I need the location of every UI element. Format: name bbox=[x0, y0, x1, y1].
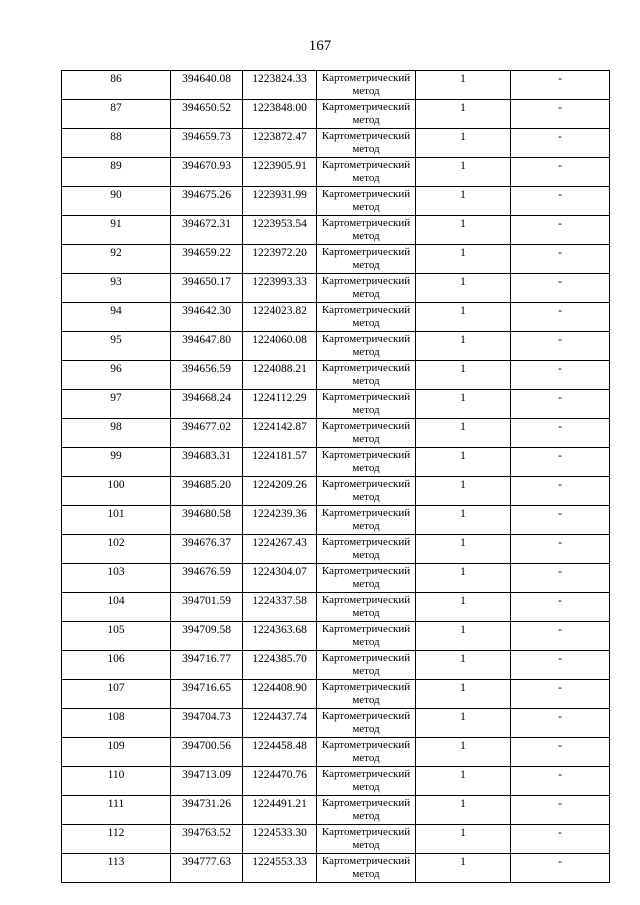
table-row bbox=[62, 738, 610, 767]
point-number-cell: 103 bbox=[62, 564, 171, 593]
point-number-cell: 90 bbox=[62, 187, 171, 216]
method-cell: Картометрический метод bbox=[317, 158, 416, 187]
y-coordinate-cell: 1224458.48 bbox=[243, 738, 317, 767]
method-cell: Картометрический метод bbox=[317, 564, 416, 593]
method-cell: Картометрический метод bbox=[317, 796, 416, 825]
x-coordinate-cell: 394647.80 bbox=[171, 332, 243, 361]
precision-cell: 1 bbox=[416, 738, 511, 767]
point-number-cell: 102 bbox=[62, 535, 171, 564]
note-cell: - bbox=[511, 100, 610, 129]
coordinates-table-body bbox=[62, 71, 610, 883]
y-coordinate-cell: 1223872.47 bbox=[243, 129, 317, 158]
point-number-cell: 97 bbox=[62, 390, 171, 419]
note-cell: - bbox=[511, 564, 610, 593]
method-cell: Картометрический метод bbox=[317, 361, 416, 390]
table-row bbox=[62, 854, 610, 883]
y-coordinate-cell: 1224553.33 bbox=[243, 854, 317, 883]
precision-cell: 1 bbox=[416, 245, 511, 274]
table-row bbox=[62, 216, 610, 245]
x-coordinate-cell: 394676.59 bbox=[171, 564, 243, 593]
table-row bbox=[62, 361, 610, 390]
x-coordinate-cell: 394709.58 bbox=[171, 622, 243, 651]
y-coordinate-cell: 1223931.99 bbox=[243, 187, 317, 216]
y-coordinate-cell: 1224437.74 bbox=[243, 709, 317, 738]
note-cell: - bbox=[511, 506, 610, 535]
table-row bbox=[62, 506, 610, 535]
point-number-cell: 104 bbox=[62, 593, 171, 622]
note-cell: - bbox=[511, 796, 610, 825]
point-number-cell: 95 bbox=[62, 332, 171, 361]
note-cell: - bbox=[511, 680, 610, 709]
y-coordinate-cell: 1224023.82 bbox=[243, 303, 317, 332]
x-coordinate-cell: 394675.26 bbox=[171, 187, 243, 216]
note-cell: - bbox=[511, 535, 610, 564]
x-coordinate-cell: 394650.17 bbox=[171, 274, 243, 303]
y-coordinate-cell: 1224142.87 bbox=[243, 419, 317, 448]
y-coordinate-cell: 1224181.57 bbox=[243, 448, 317, 477]
x-coordinate-cell: 394650.52 bbox=[171, 100, 243, 129]
x-coordinate-cell: 394777.63 bbox=[171, 854, 243, 883]
y-coordinate-cell: 1224337.58 bbox=[243, 593, 317, 622]
precision-cell: 1 bbox=[416, 303, 511, 332]
precision-cell: 1 bbox=[416, 390, 511, 419]
point-number-cell: 112 bbox=[62, 825, 171, 854]
method-cell: Картометрический метод bbox=[317, 274, 416, 303]
note-cell: - bbox=[511, 622, 610, 651]
precision-cell: 1 bbox=[416, 187, 511, 216]
y-coordinate-cell: 1223824.33 bbox=[243, 71, 317, 100]
table-row bbox=[62, 129, 610, 158]
table-row bbox=[62, 709, 610, 738]
x-coordinate-cell: 394659.73 bbox=[171, 129, 243, 158]
method-cell: Картометрический метод bbox=[317, 187, 416, 216]
y-coordinate-cell: 1224209.26 bbox=[243, 477, 317, 506]
method-cell: Картометрический метод bbox=[317, 593, 416, 622]
table-row bbox=[62, 158, 610, 187]
method-cell: Картометрический метод bbox=[317, 709, 416, 738]
method-cell: Картометрический метод bbox=[317, 71, 416, 100]
precision-cell: 1 bbox=[416, 651, 511, 680]
x-coordinate-cell: 394713.09 bbox=[171, 767, 243, 796]
x-coordinate-cell: 394677.02 bbox=[171, 419, 243, 448]
point-number-cell: 101 bbox=[62, 506, 171, 535]
point-number-cell: 87 bbox=[62, 100, 171, 129]
table-row bbox=[62, 622, 610, 651]
note-cell: - bbox=[511, 71, 610, 100]
note-cell: - bbox=[511, 854, 610, 883]
table-row bbox=[62, 71, 610, 100]
table-row bbox=[62, 187, 610, 216]
y-coordinate-cell: 1223993.33 bbox=[243, 274, 317, 303]
table-row bbox=[62, 651, 610, 680]
y-coordinate-cell: 1224385.70 bbox=[243, 651, 317, 680]
x-coordinate-cell: 394701.59 bbox=[171, 593, 243, 622]
y-coordinate-cell: 1224267.43 bbox=[243, 535, 317, 564]
note-cell: - bbox=[511, 303, 610, 332]
point-number-cell: 96 bbox=[62, 361, 171, 390]
point-number-cell: 113 bbox=[62, 854, 171, 883]
precision-cell: 1 bbox=[416, 506, 511, 535]
note-cell: - bbox=[511, 825, 610, 854]
x-coordinate-cell: 394676.37 bbox=[171, 535, 243, 564]
note-cell: - bbox=[511, 361, 610, 390]
method-cell: Картометрический метод bbox=[317, 535, 416, 564]
table-row bbox=[62, 332, 610, 361]
page-number: 167 bbox=[308, 38, 332, 54]
note-cell: - bbox=[511, 419, 610, 448]
precision-cell: 1 bbox=[416, 100, 511, 129]
note-cell: - bbox=[511, 245, 610, 274]
table-row bbox=[62, 245, 610, 274]
x-coordinate-cell: 394659.22 bbox=[171, 245, 243, 274]
x-coordinate-cell: 394672.31 bbox=[171, 216, 243, 245]
y-coordinate-cell: 1224470.76 bbox=[243, 767, 317, 796]
note-cell: - bbox=[511, 738, 610, 767]
precision-cell: 1 bbox=[416, 71, 511, 100]
x-coordinate-cell: 394763.52 bbox=[171, 825, 243, 854]
table-row bbox=[62, 419, 610, 448]
x-coordinate-cell: 394668.24 bbox=[171, 390, 243, 419]
method-cell: Картометрический метод bbox=[317, 506, 416, 535]
y-coordinate-cell: 1224088.21 bbox=[243, 361, 317, 390]
y-coordinate-cell: 1223972.20 bbox=[243, 245, 317, 274]
method-cell: Картометрический метод bbox=[317, 477, 416, 506]
x-coordinate-cell: 394640.08 bbox=[171, 71, 243, 100]
method-cell: Картометрический метод bbox=[317, 303, 416, 332]
note-cell: - bbox=[511, 651, 610, 680]
coordinates-table bbox=[61, 70, 610, 883]
precision-cell: 1 bbox=[416, 535, 511, 564]
method-cell: Картометрический метод bbox=[317, 129, 416, 158]
point-number-cell: 99 bbox=[62, 448, 171, 477]
note-cell: - bbox=[511, 274, 610, 303]
table-row bbox=[62, 535, 610, 564]
note-cell: - bbox=[511, 158, 610, 187]
y-coordinate-cell: 1224408.90 bbox=[243, 680, 317, 709]
precision-cell: 1 bbox=[416, 767, 511, 796]
note-cell: - bbox=[511, 448, 610, 477]
precision-cell: 1 bbox=[416, 419, 511, 448]
method-cell: Картометрический метод bbox=[317, 651, 416, 680]
y-coordinate-cell: 1223905.91 bbox=[243, 158, 317, 187]
precision-cell: 1 bbox=[416, 129, 511, 158]
note-cell: - bbox=[511, 709, 610, 738]
point-number-cell: 94 bbox=[62, 303, 171, 332]
method-cell: Картометрический метод bbox=[317, 738, 416, 767]
x-coordinate-cell: 394685.20 bbox=[171, 477, 243, 506]
precision-cell: 1 bbox=[416, 564, 511, 593]
method-cell: Картометрический метод bbox=[317, 390, 416, 419]
point-number-cell: 107 bbox=[62, 680, 171, 709]
note-cell: - bbox=[511, 332, 610, 361]
point-number-cell: 106 bbox=[62, 651, 171, 680]
precision-cell: 1 bbox=[416, 593, 511, 622]
method-cell: Картометрический метод bbox=[317, 216, 416, 245]
method-cell: Картометрический метод bbox=[317, 448, 416, 477]
x-coordinate-cell: 394700.56 bbox=[171, 738, 243, 767]
point-number-cell: 89 bbox=[62, 158, 171, 187]
precision-cell: 1 bbox=[416, 158, 511, 187]
method-cell: Картометрический метод bbox=[317, 245, 416, 274]
point-number-cell: 88 bbox=[62, 129, 171, 158]
precision-cell: 1 bbox=[416, 680, 511, 709]
precision-cell: 1 bbox=[416, 216, 511, 245]
point-number-cell: 92 bbox=[62, 245, 171, 274]
y-coordinate-cell: 1224363.68 bbox=[243, 622, 317, 651]
x-coordinate-cell: 394704.73 bbox=[171, 709, 243, 738]
precision-cell: 1 bbox=[416, 332, 511, 361]
table-row bbox=[62, 767, 610, 796]
table-row bbox=[62, 274, 610, 303]
note-cell: - bbox=[511, 593, 610, 622]
y-coordinate-cell: 1223848.00 bbox=[243, 100, 317, 129]
point-number-cell: 91 bbox=[62, 216, 171, 245]
note-cell: - bbox=[511, 477, 610, 506]
note-cell: - bbox=[511, 767, 610, 796]
precision-cell: 1 bbox=[416, 448, 511, 477]
y-coordinate-cell: 1224239.36 bbox=[243, 506, 317, 535]
x-coordinate-cell: 394731.26 bbox=[171, 796, 243, 825]
point-number-cell: 109 bbox=[62, 738, 171, 767]
method-cell: Картометрический метод bbox=[317, 100, 416, 129]
table-row bbox=[62, 100, 610, 129]
y-coordinate-cell: 1223953.54 bbox=[243, 216, 317, 245]
point-number-cell: 105 bbox=[62, 622, 171, 651]
x-coordinate-cell: 394683.31 bbox=[171, 448, 243, 477]
note-cell: - bbox=[511, 390, 610, 419]
table-row bbox=[62, 564, 610, 593]
note-cell: - bbox=[511, 216, 610, 245]
point-number-cell: 100 bbox=[62, 477, 171, 506]
y-coordinate-cell: 1224060.08 bbox=[243, 332, 317, 361]
table-row bbox=[62, 796, 610, 825]
x-coordinate-cell: 394680.58 bbox=[171, 506, 243, 535]
precision-cell: 1 bbox=[416, 477, 511, 506]
x-coordinate-cell: 394642.30 bbox=[171, 303, 243, 332]
table-row bbox=[62, 825, 610, 854]
precision-cell: 1 bbox=[416, 825, 511, 854]
precision-cell: 1 bbox=[416, 796, 511, 825]
y-coordinate-cell: 1224491.21 bbox=[243, 796, 317, 825]
x-coordinate-cell: 394716.77 bbox=[171, 651, 243, 680]
point-number-cell: 108 bbox=[62, 709, 171, 738]
y-coordinate-cell: 1224112.29 bbox=[243, 390, 317, 419]
x-coordinate-cell: 394656.59 bbox=[171, 361, 243, 390]
precision-cell: 1 bbox=[416, 274, 511, 303]
x-coordinate-cell: 394716.65 bbox=[171, 680, 243, 709]
precision-cell: 1 bbox=[416, 854, 511, 883]
method-cell: Картометрический метод bbox=[317, 767, 416, 796]
table-row bbox=[62, 303, 610, 332]
note-cell: - bbox=[511, 129, 610, 158]
table-row bbox=[62, 593, 610, 622]
table-row bbox=[62, 448, 610, 477]
y-coordinate-cell: 1224533.30 bbox=[243, 825, 317, 854]
method-cell: Картометрический метод bbox=[317, 622, 416, 651]
y-coordinate-cell: 1224304.07 bbox=[243, 564, 317, 593]
table-row bbox=[62, 477, 610, 506]
method-cell: Картометрический метод bbox=[317, 332, 416, 361]
point-number-cell: 98 bbox=[62, 419, 171, 448]
method-cell: Картометрический метод bbox=[317, 854, 416, 883]
method-cell: Картометрический метод bbox=[317, 419, 416, 448]
point-number-cell: 86 bbox=[62, 71, 171, 100]
point-number-cell: 110 bbox=[62, 767, 171, 796]
x-coordinate-cell: 394670.93 bbox=[171, 158, 243, 187]
table-row bbox=[62, 390, 610, 419]
method-cell: Картометрический метод bbox=[317, 825, 416, 854]
point-number-cell: 93 bbox=[62, 274, 171, 303]
note-cell: - bbox=[511, 187, 610, 216]
table-row bbox=[62, 680, 610, 709]
point-number-cell: 111 bbox=[62, 796, 171, 825]
precision-cell: 1 bbox=[416, 361, 511, 390]
precision-cell: 1 bbox=[416, 622, 511, 651]
precision-cell: 1 bbox=[416, 709, 511, 738]
method-cell: Картометрический метод bbox=[317, 680, 416, 709]
